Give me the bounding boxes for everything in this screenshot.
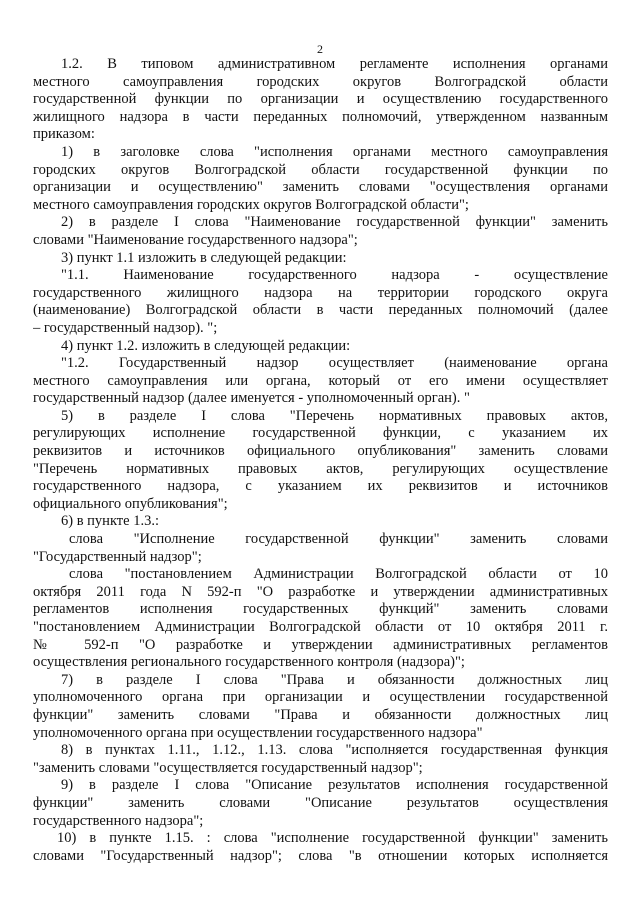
text-line: функции" заменить словами "Права и обязанности должностных лиц (33, 706, 608, 723)
text-line: местного самоуправления или органа, который от его имени осуществляет (33, 372, 608, 389)
text-line: приказом: (33, 126, 95, 143)
text-line: государственного надзора, с указанием их реквизитов и источников (33, 478, 608, 495)
text-line: "1.2. Государственный надзор осуществляет (наименование органа (61, 355, 608, 372)
text-line: городских округов Волгоградской области государственной функции по (33, 161, 608, 178)
text-line: словами "Наименование государственного надзора"; (33, 231, 358, 248)
text-line: жилищного надзора в части переданных полномочий, утвержденном названным (33, 108, 608, 125)
text-line: "постановлением Администрации Волгоградской области от 10 октября 2011 г. (33, 619, 608, 635)
text-line: "Государственный надзор"; (33, 548, 202, 565)
page-number: 2 (317, 42, 323, 56)
text-line: уполномоченного органа при осуществлении государственного надзора" (33, 724, 483, 741)
text-line: государственной функции по организации и осуществлению государственного (33, 91, 608, 108)
text-line: официального опубликования"; (33, 495, 228, 512)
text-line: "1.1. Наименование государственного надзора - осуществление (61, 267, 608, 284)
text-line: осуществления регионального государственного контроля (надзора)"; (33, 654, 465, 671)
text-line: словами "Государственный надзор"; слова "в отношении которых исполняется (33, 847, 608, 864)
text-line: октября 2011 года N 592-п "О разработке и утверждении административных (33, 583, 608, 600)
text-line: – государственный надзор). "; (33, 319, 218, 336)
text-line: функции" заменить словами "Описание результатов осуществления (33, 794, 608, 811)
text-line: 2) в разделе I слова "Наименование государственной функции" заменить (61, 214, 608, 231)
text-line: 1) в заголовке слова "исполнения органами местного самоуправления (61, 143, 608, 160)
text-line: регулирующих исполнение государственной функции, с указанием их (33, 425, 608, 442)
text-line: слова "постановлением Администрации Волгоградской области от 10 (69, 566, 608, 583)
text-line: государственного надзора"; (33, 812, 204, 829)
text-line: государственного жилищного надзора на территории городского округа (33, 284, 608, 301)
text-line: "заменить словами "осуществляется государственный надзор"; (33, 759, 423, 776)
text-line: 8) в пунктах 1.11., 1.12., 1.13. слова "исполняется государственная функция (61, 742, 608, 759)
text-line: 5) в разделе I слова "Перечень нормативных правовых актов, (61, 407, 608, 424)
text-line: (наименование) Волгоградской области в части переданных полномочий (далее (33, 302, 608, 319)
text-line: реквизитов и источников официального опубликования" заменить словами (33, 443, 608, 460)
text-line: 10) в пункте 1.15. : слова "исполнение государственной функции" заменить (57, 830, 608, 847)
text-line: "Перечень нормативных правовых актов, регулирующих осуществление (33, 460, 608, 477)
document-body (33, 56, 608, 865)
text-line: 4) пункт 1.2. изложить в следующей редакции: (61, 337, 351, 354)
text-line: государственный надзор (далее именуется - уполномоченный орган). " (33, 390, 470, 407)
text-line: 9) в разделе I слова "Описание результатов исполнения государственной (61, 777, 608, 794)
text-line: 7) в разделе I слова "Права и обязанности должностных лиц (61, 671, 608, 688)
text-line: 6) в пункте 1.3.: (61, 513, 159, 530)
text-line: регламентов исполнения государственных функций" заменить словами (33, 601, 608, 618)
text-line: организации и осуществлению" заменить словами "осуществления органами (33, 179, 608, 196)
text-line: местного самоуправления городских округов Волгоградской области"; (33, 196, 469, 213)
text-line: слова "Исполнение государственной функции" заменить словами (69, 531, 608, 548)
text-line: местного самоуправления городских округов Волгоградской области (33, 73, 608, 90)
text-line: № 592-п "О разработке и утверждении административных регламентов (33, 636, 608, 653)
text-line: 3) пункт 1.1 изложить в следующей редакции: (61, 249, 347, 266)
text-line: 1.2. В типовом административном регламенте исполнения органами (61, 56, 608, 72)
text-line: уполномоченного органа при организации и осуществлении государственной (33, 689, 608, 706)
